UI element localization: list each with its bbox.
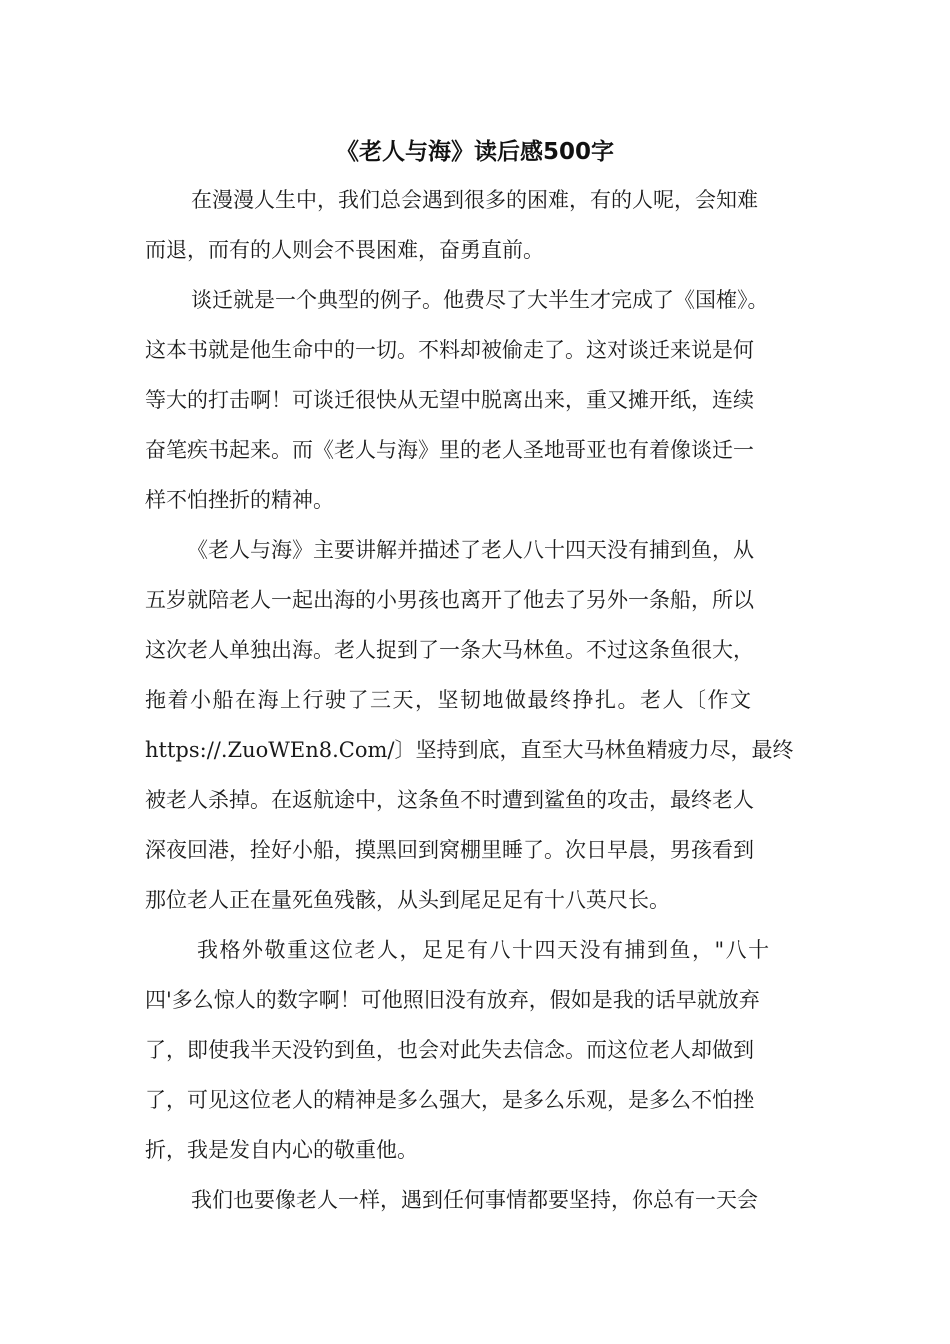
text-line: 我格外敬重这位老人，足足有八十四天没有捕到鱼，"八十 <box>197 938 771 962</box>
text-line: 四'多么惊人的数字啊！可他照旧没有放弃，假如是我的话早就放弃 <box>145 988 760 1012</box>
text-line: 被老人杀掉。在返航途中，这条鱼不时遭到鲨鱼的攻击，最终老人 <box>145 788 754 812</box>
text-line: 等大的打击啊！可谈迁很快从无望中脱离出来，重又摊开纸，连续 <box>145 388 754 412</box>
text-line: 《老人与海》主要讲解并描述了老人八十四天没有捕到鱼，从 <box>187 538 754 562</box>
text-line: 了，即使我半天没钓到鱼，也会对此失去信念。而这位老人却做到 <box>145 1038 754 1062</box>
text-line: 奋笔疾书起来。而《老人与海》里的老人圣地哥亚也有着像谈迁一 <box>145 438 754 462</box>
text-line: 深夜回港，拴好小船，摸黑回到窝棚里睡了。次日早晨，男孩看到 <box>145 838 754 862</box>
text-line: 而退，而有的人则会不畏困难，奋勇直前。 <box>145 238 544 262</box>
text-line: 我们也要像老人一样，遇到任何事情都要坚持，你总有一天会 <box>191 1188 758 1212</box>
text-line: 这本书就是他生命中的一切。不料却被偷走了。这对谈迁来说是何 <box>145 338 754 362</box>
text-line: 这次老人单独出海。老人捉到了一条大马林鱼。不过这条鱼很大， <box>145 638 754 662</box>
text-line: 拖着小船在海上行驶了三天，坚韧地做最终挣扎。老人〔作文 <box>145 688 753 712</box>
text-line: 了，可见这位老人的精神是多么强大，是多么乐观，是多么不怕挫 <box>145 1088 754 1112</box>
text-line: 五岁就陪老人一起出海的小男孩也离开了他去了另外一条船，所以 <box>145 588 754 612</box>
text-line: 那位老人正在量死鱼残骸，从头到尾足足有十八英尺长。 <box>145 888 670 912</box>
text-line: https://.ZuoWEn8.Com/〕坚持到底，直至大马林鱼精疲力尽，最终 <box>145 738 794 762</box>
text-line: 在漫漫人生中，我们总会遇到很多的困难，有的人呢，会知难 <box>191 188 758 212</box>
document-title: 《老人与海》读后感500字 <box>335 139 614 165</box>
text-line: 样不怕挫折的精神。 <box>145 488 334 512</box>
text-line: 折，我是发自内心的敬重他。 <box>145 1138 418 1162</box>
text-line: 谈迁就是一个典型的例子。他费尽了大半生才完成了《国榷》。 <box>191 288 769 312</box>
